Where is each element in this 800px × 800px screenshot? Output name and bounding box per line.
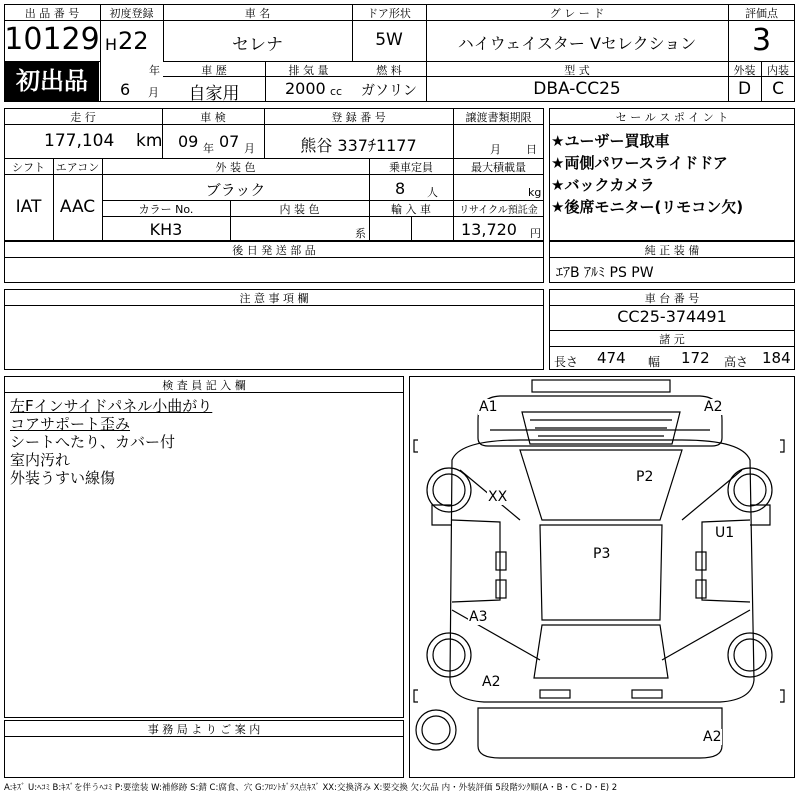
transfer-month-unit: 月 — [490, 143, 501, 156]
office-notice-label: 事 務 局 よ り ご 案 内 — [147, 723, 261, 736]
sales-point: ★バックカメラ — [551, 176, 655, 194]
inspection-month: 07 — [219, 132, 240, 151]
mileage: 177,104 — [44, 131, 115, 151]
length: 474 — [597, 349, 626, 367]
car-name: セレナ — [232, 35, 283, 55]
registration-number: 熊谷 337ﾁ1177 — [300, 136, 417, 155]
inspector-line: 外装うすい線傷 — [10, 469, 116, 487]
month-unit: 月 — [148, 86, 159, 99]
inspection-year: 09 — [178, 132, 199, 151]
interior-color-unit: 系 — [355, 227, 366, 240]
era-letter: H — [105, 35, 118, 54]
recycle-deposit-label: リサイクル預託金 — [459, 205, 538, 216]
equipment-label: 純 正 装 備 — [644, 244, 700, 257]
shift: IAT — [15, 197, 42, 217]
sales-point: ★両側パワースライドドア — [551, 154, 728, 172]
displacement: 2000 — [285, 79, 326, 98]
damage-mark: P2 — [636, 469, 654, 485]
transfer-deadline-label: 譲渡書類期限 — [465, 111, 532, 124]
exterior-color-label: 外 装 色 — [215, 161, 256, 174]
exterior-color: ブラック — [205, 181, 266, 199]
registration-month: 6 — [120, 80, 131, 99]
score-label: 評価点 — [745, 7, 778, 20]
inspector-label: 検 査 員 記 入 欄 — [162, 379, 246, 392]
later-parts-label: 後 日 発 送 部 品 — [232, 244, 316, 257]
import-label: 輸 入 車 — [391, 203, 431, 216]
height-label: 高さ — [724, 355, 749, 369]
damage-mark: A3 — [469, 609, 488, 625]
capacity: 8 — [395, 179, 406, 198]
lot-number-label: 出 品 番 号 — [24, 7, 80, 20]
capacity-unit: 人 — [427, 186, 438, 199]
fuel-label: 燃 料 — [376, 64, 402, 77]
sales-points-label: セ ー ル ス ポ イ ン ト — [615, 111, 729, 124]
history-label: 車 歴 — [201, 64, 227, 77]
displacement-label: 排 気 量 — [288, 64, 329, 77]
registration-year: 22 — [118, 27, 149, 55]
registration-number-label: 登 録 番 号 — [331, 111, 386, 124]
color-number: KH3 — [149, 220, 183, 239]
car-name-label: 車 名 — [244, 7, 271, 20]
year-unit: 年 — [149, 64, 160, 77]
specs-label: 諸 元 — [659, 333, 685, 346]
height: 184 — [762, 349, 791, 367]
exterior-label: 外装 — [733, 64, 756, 77]
recycle-deposit-unit: 円 — [530, 227, 541, 240]
history: 自家用 — [188, 84, 240, 104]
interior-color-label: 内 装 色 — [279, 203, 320, 216]
aircon: AAC — [59, 197, 96, 217]
damage-mark: A2 — [482, 674, 501, 690]
interior-grade: C — [772, 79, 784, 99]
inspection-year-unit: 年 — [203, 142, 214, 155]
car-diagram — [409, 376, 795, 778]
damage-mark: U1 — [715, 525, 735, 541]
chassis-number-label: 車 台 番 号 — [644, 292, 700, 305]
width-label: 幅 — [648, 355, 661, 369]
sales-point: ★後席モニター(リモコン欠) — [551, 198, 744, 216]
inspector-line: コアサポート歪み — [10, 415, 131, 433]
width: 172 — [681, 349, 710, 367]
equipment: ｴｱB ｱﾙﾐ PS PW — [556, 265, 654, 281]
model-label: 型 式 — [564, 64, 590, 77]
mileage-label: 走 行 — [70, 111, 96, 124]
shift-label: シフト — [12, 161, 45, 174]
damage-mark: A1 — [479, 399, 498, 415]
exterior-grade: D — [737, 79, 752, 99]
capacity-label: 乗車定員 — [389, 161, 433, 174]
first-registration-label: 初度登録 — [109, 7, 154, 20]
legend: A:ｷｽﾞ U:ﾍｺﾐ B:ｷｽﾞを伴うﾍｺﾐ P:要塗装 W:補修跡 S:錆 C:腐食、穴 G:ﾌﾛﾝﾄｶﾞﾗｽ点ｷｽﾞ XX:交換済み X:要交換 欠:欠品 内・外装評価 5段階ﾗﾝｸ順(A・B・C・D・E) 2 — [4, 783, 618, 793]
grade-label: グ レ ー ド — [549, 7, 605, 20]
damage-mark: A2 — [703, 729, 722, 745]
inspector-line: 左Fインサイドパネル小曲がり — [10, 397, 213, 415]
damage-mark: P3 — [593, 546, 611, 562]
inspector-line: 室内汚れ — [10, 451, 71, 469]
aircon-label: エアコン — [55, 161, 100, 174]
damage-mark: XX — [488, 489, 508, 505]
mileage-unit: km — [136, 131, 163, 151]
fuel: ガソリン — [361, 83, 417, 99]
grade: ハイウェイスター Vセレクション — [457, 34, 697, 53]
chassis-number: CC25-374491 — [617, 307, 727, 326]
inspector-line: シートへたり、カバー付 — [10, 433, 176, 451]
interior-label: 内装 — [767, 64, 789, 77]
lot-number: 10129 — [4, 22, 100, 57]
notes-label: 注 意 事 項 欄 — [239, 292, 309, 305]
damage-mark: A2 — [704, 399, 723, 415]
inspection-label: 車 検 — [200, 111, 226, 124]
score: 3 — [751, 23, 772, 58]
recycle-deposit: 13,720 — [461, 220, 517, 239]
model: DBA-CC25 — [533, 79, 621, 99]
inspection-month-unit: 月 — [244, 142, 255, 155]
color-number-label: カラー No. — [138, 203, 194, 216]
door-shape: 5W — [375, 30, 403, 50]
door-shape-label: ドア形状 — [367, 7, 411, 20]
max-load-label: 最大積載量 — [471, 161, 526, 174]
first-listing-badge: 初出品 — [5, 62, 99, 101]
sales-point: ★ユーザー買取車 — [551, 132, 670, 150]
transfer-day-unit: 日 — [526, 143, 537, 156]
length-label: 長さ — [554, 355, 579, 369]
displacement-unit: cc — [330, 85, 343, 98]
max-load-unit: kg — [528, 186, 542, 199]
